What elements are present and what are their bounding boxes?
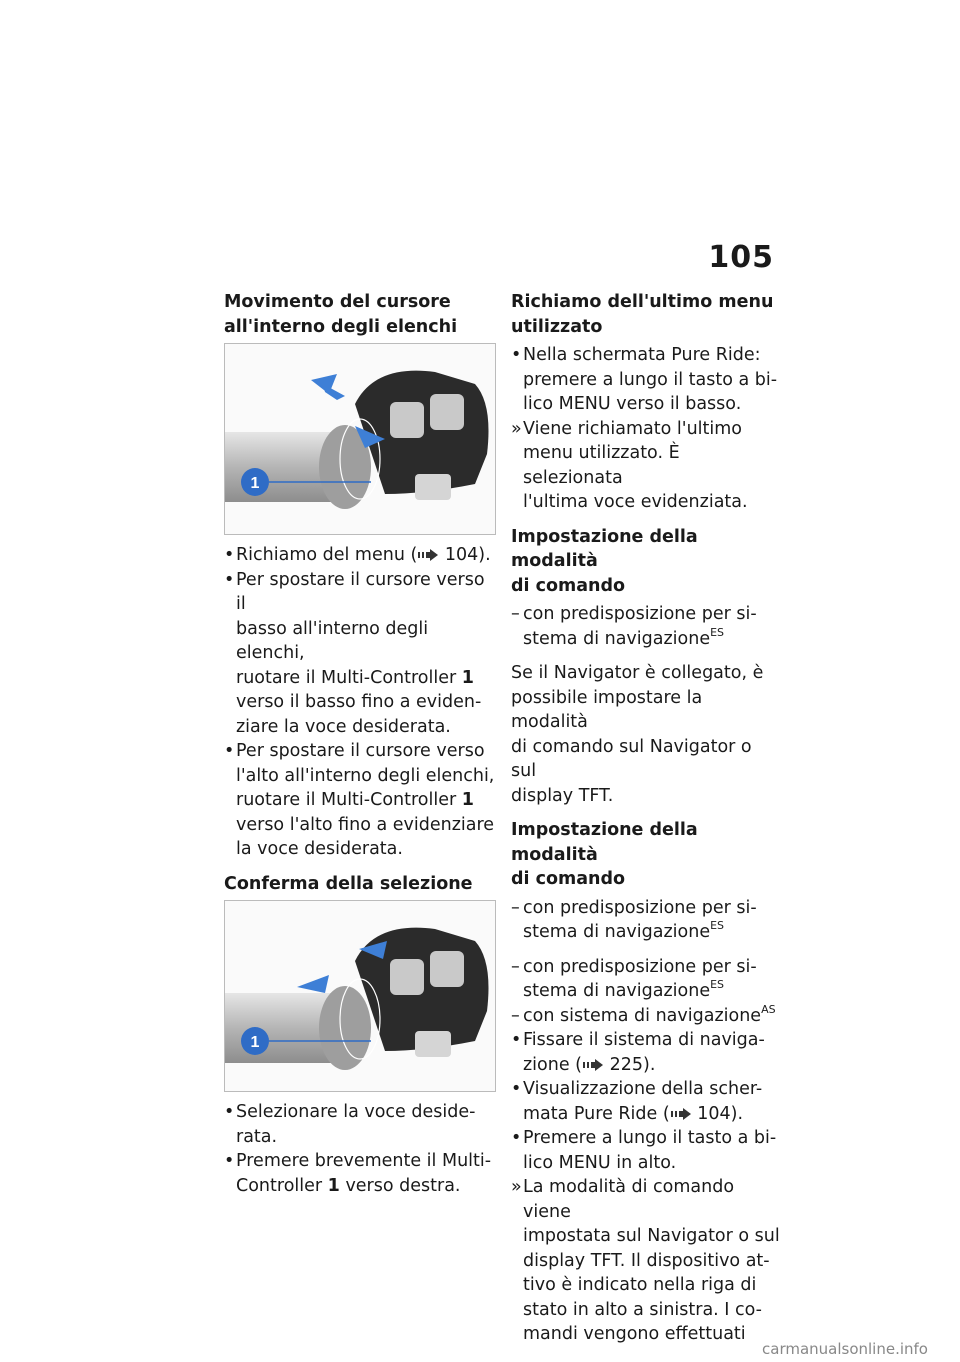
left-column bbox=[224, 290, 496, 1198]
list-item: • Per spostare il cursore verso l'alto all'interno degli elenchi, ruotare il Multi-Controller 1 verso l'alto fino a evidenziare la voce desiderata. bbox=[224, 741, 495, 859]
bullet-list bbox=[511, 343, 781, 515]
list-item: » La modalità di comando viene impostata sul Navigator o sul display TFT. Il dispositivo at- tivo è indicato nella riga di stato in alto a sinistra. I co- mandi vengono effettuati bbox=[511, 1177, 780, 1344]
condition-item: – con predisposizione per si- stema di navigazione$^{ES}$ bbox=[511, 897, 757, 942]
section-heading: Impostazione della modalità di comando bbox=[511, 526, 698, 596]
handlebar-figure-confirm bbox=[224, 900, 496, 1092]
figure-callout-1: 1 bbox=[250, 475, 260, 492]
page-reference-arrow-icon bbox=[670, 1108, 692, 1120]
paragraph: Se il Navigator è collegato, è possibile impostare la modalità di comando sul Navigator o sul display TFT. bbox=[511, 663, 764, 806]
section-heading: Movimento del cursore all'interno degli elenchi bbox=[224, 292, 458, 337]
list-item: • Visualizzazione della scher- mata Pure Ride ( 104). bbox=[511, 1079, 763, 1124]
list-item: • Richiamo del menu ( 104). bbox=[224, 545, 491, 565]
list-item: • Selezionare la voce deside- rata. bbox=[224, 1102, 476, 1147]
figure-callout-1: 1 bbox=[250, 1034, 260, 1051]
handlebar-figure-scroll bbox=[224, 343, 496, 535]
list-item: • Premere brevemente il Multi- Controller 1 verso destra. bbox=[224, 1151, 492, 1196]
list-item: » Viene richiamato l'ultimo menu utilizzato. È selezionata l'ultima voce evidenziata. bbox=[511, 418, 748, 512]
right-column bbox=[511, 290, 781, 1347]
condition-item: – con sistema di navigazione$^{AS}$ bbox=[511, 1002, 776, 1026]
list-item: • Nella schermata Pure Ride: premere a lungo il tasto a bi- lico MENU verso il basso. bbox=[511, 345, 778, 414]
bullet-list bbox=[224, 543, 496, 862]
list-item: • Fissare il sistema di naviga- zione ( 225). bbox=[511, 1030, 765, 1075]
page-reference-arrow-icon bbox=[582, 1059, 604, 1071]
watermark: carmanualsonline.info bbox=[762, 1340, 928, 1358]
section-heading: Richiamo dell'ultimo menu utilizzato bbox=[511, 292, 774, 337]
page-reference-arrow-icon bbox=[417, 549, 439, 561]
list-item: • Premere a lungo il tasto a bi- lico MENU in alto. bbox=[511, 1128, 777, 1173]
section-heading: Impostazione della modalità di comando bbox=[511, 820, 698, 889]
bullet-list bbox=[224, 1100, 496, 1198]
bullet-list bbox=[511, 1028, 781, 1347]
section-heading: Conferma della selezione bbox=[224, 873, 473, 894]
page-number: 105 bbox=[708, 240, 774, 275]
condition-item: – con predisposizione per si- stema di navigazione$^{ES}$ bbox=[511, 604, 757, 649]
condition-item: – con predisposizione per si- stema di navigazione$^{ES}$ bbox=[511, 956, 757, 1001]
list-item: • Per spostare il cursore verso il basso all'interno degli elenchi, ruotare il Multi-Controller 1 verso il basso fino a eviden- ziare la voce desiderata. bbox=[224, 569, 485, 737]
